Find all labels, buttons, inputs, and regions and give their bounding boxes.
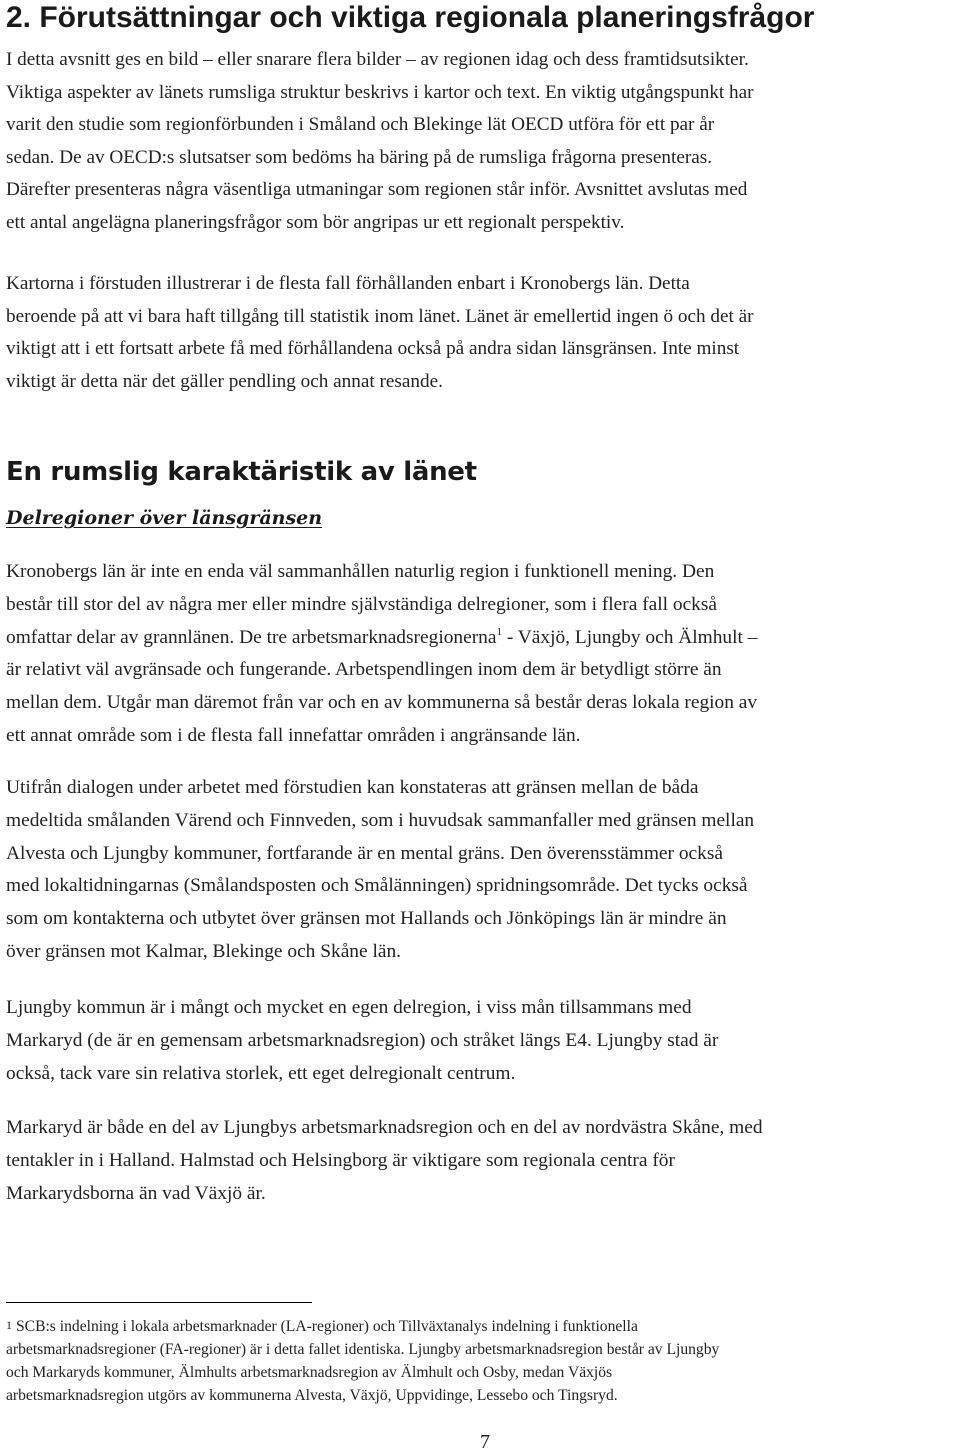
text-line: Utifrån dialogen under arbetet med förstudien kan konstateras att gränsen mellan de båda — [6, 777, 699, 798]
footnote-marker: 1 — [6, 1318, 12, 1332]
text-line — [6, 622, 956, 655]
text-line: Ljungby kommun är i mångt och mycket en egen delregion, i viss mån tillsammans med — [6, 997, 692, 1018]
text-line: mellan dem. Utgår man däremot från var och en av kommunerna så består deras lokala region av — [6, 692, 758, 714]
maps-paragraph — [6, 268, 956, 399]
text-line: I detta avsnitt ges en bild – eller snarare flera bilder – av regionen idag och dess framtidsutsikter. — [6, 49, 749, 70]
text-line: Kartorna i förstuden illustrerar i de flesta fall förhållanden enbart i Kronobergs län. Detta — [6, 273, 690, 294]
text-line: viktigt är detta när det gäller pendling och annat resande. — [6, 371, 443, 393]
text-line: Viktiga aspekter av länets rumsliga struktur beskrivs i kartor och text. En viktig utgångspunkt har — [6, 81, 754, 103]
text-line: också, tack vare sin relativa storlek, ett eget delregionalt centrum. — [6, 1062, 516, 1084]
text-line: arbetsmarknadsregion utgörs av kommunerna Alvesta, Växjö, Uppvidinge, Lessebo och Tingsryd. — [6, 1387, 618, 1404]
text-line: Markaryd är både en del av Ljungbys arbetsmarknadsregion och en del av nordvästra Skåne, med — [6, 1117, 763, 1138]
section-heading: En rumslig karaktäristik av länet — [6, 457, 477, 487]
text-line: med lokaltidningarnas (Smålandsposten och Smålänningen) spridningsområde. Det tycks också — [6, 875, 748, 897]
text-line: viktigt att i ett fortsatt arbete få med förhållandena också på andra sidan länsgränsen. Inte minst — [6, 338, 740, 360]
text-line: som om kontakterna och utbytet över gränsen mot Hallands och Jönköpings län är mindre än — [6, 908, 727, 930]
dialogue-paragraph — [6, 772, 956, 969]
text-line: varit den studie som regionförbunden i Småland och Blekinge lät OECD utföra för ett par år — [6, 114, 715, 136]
markaryd-paragraph — [6, 1112, 956, 1210]
text-segment: SCB:s indelning i lokala arbetsmarknader (LA-regioner) och Tillväxtanalys indelning i funktionella — [16, 1318, 638, 1335]
page-number: 7 — [480, 1431, 490, 1453]
delregioner-paragraph — [6, 556, 956, 753]
subsection-heading: Delregioner över länsgränsen — [6, 507, 323, 529]
footnote — [6, 1314, 956, 1407]
footnote-divider — [6, 1302, 312, 1303]
text-line: över gränsen mot Kalmar, Blekinge och Skåne län. — [6, 940, 401, 962]
text-line: tentakler in i Halland. Halmstad och Helsingborg är viktigare som regionala centra för — [6, 1149, 675, 1171]
text-segment: omfattar delar av grannlänen. De tre arbetsmarknadsregionerna — [6, 626, 497, 648]
text-line: sedan. De av OECD:s slutsatser som bedöms ha bäring på de rumsliga frågorna presenteras. — [6, 146, 713, 168]
text-segment: - Växjö, Ljungby och Älmhult – — [501, 626, 758, 648]
text-line: arbetsmarknadsregioner (FA-regioner) är i detta fallet identiska. Ljungby arbetsmarknadsregion består av Ljungby — [6, 1341, 720, 1358]
text-line — [6, 1314, 956, 1338]
footnote-reference: 1 — [496, 625, 502, 638]
text-line: Kronobergs län är inte en enda väl sammanhållen naturlig region i funktionell mening. Den — [6, 561, 715, 582]
text-line: beroende på att vi bara haft tillgång till statistik inom länet. Länet är emellertid ingen ö och det är — [6, 305, 754, 327]
section-title: 2. Förutsättningar och viktiga regionala planeringsfrågor — [6, 1, 815, 34]
text-line: medeltida smålanden Värend och Finnveden, som i huvudsak sammanfaller med gränsen mellan — [6, 809, 755, 831]
intro-paragraph — [6, 44, 956, 240]
text-line: består till stor del av några mer eller mindre självständiga delregioner, som i flera fall också — [6, 593, 718, 615]
text-line: ett antal angelägna planeringsfrågor som bör angripas ur ett regionalt perspektiv. — [6, 211, 625, 233]
text-line: Därefter presenteras några väsentliga utmaningar som regionen står inför. Avsnittet avslutas med — [6, 179, 748, 201]
text-line: Markaryd (de är en gemensam arbetsmarknadsregion) och stråket längs E4. Ljungby stad är — [6, 1029, 719, 1051]
text-line: ett annat område som i de flesta fall innefattar områden i angränsande län. — [6, 724, 581, 746]
ljungby-paragraph — [6, 992, 956, 1090]
text-line: är relativt väl avgränsade och fungerande. Arbetspendlingen inom dem är betydligt större än — [6, 659, 722, 681]
text-line: Markarydsborna än vad Växjö är. — [6, 1182, 266, 1204]
text-line: och Markaryds kommuner, Älmhults arbetsmarknadsregion av Älmhult och Osby, medan Växjös — [6, 1364, 613, 1381]
text-line: Alvesta och Ljungby kommuner, fortfarande är en mental gräns. Den överensstämmer också — [6, 842, 723, 864]
